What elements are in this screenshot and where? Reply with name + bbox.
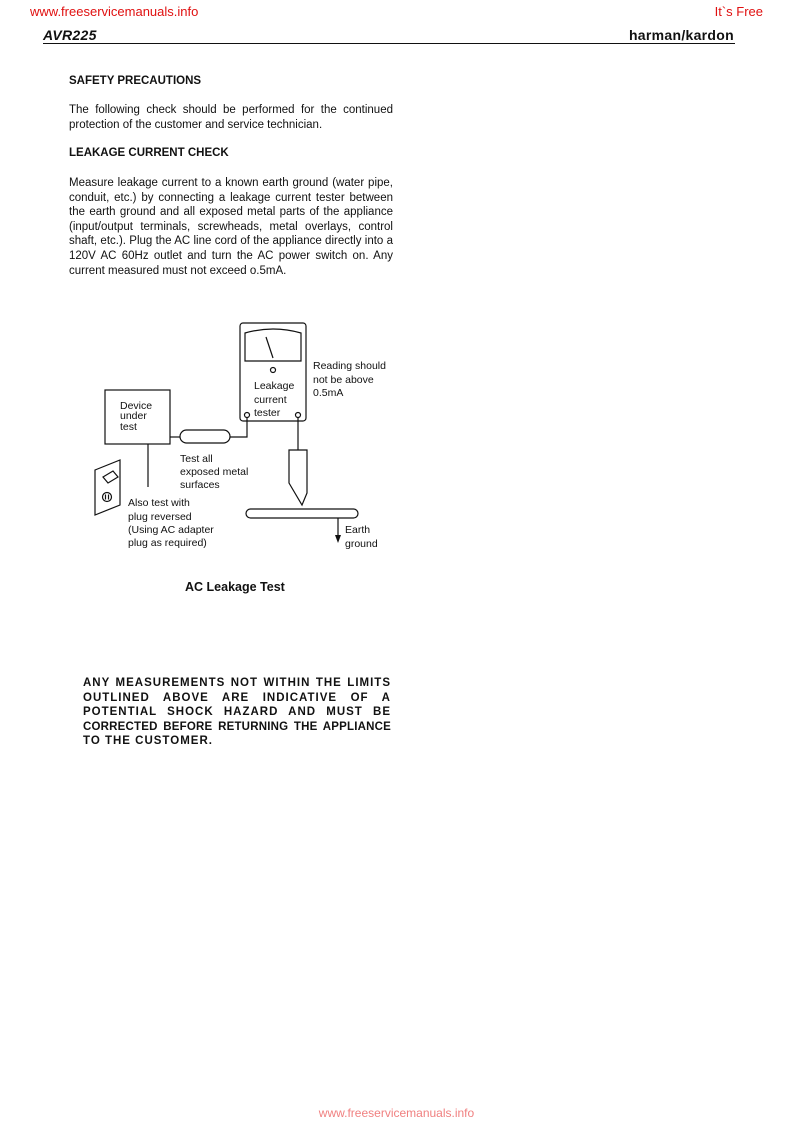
warning-line: ANY MEASUREMENTS NOT WITHIN THE LIMITS: [83, 677, 391, 689]
its-free-label[interactable]: It`s Free: [714, 4, 763, 19]
reading-label: Reading should not be above 0.5mA: [313, 360, 386, 399]
header-divider: [43, 43, 735, 44]
plug-label: Also test with plug reversed (Using AC adapter plug as required): [128, 497, 214, 549]
probe-handle: [180, 430, 230, 443]
earth-label: Earth ground: [345, 524, 378, 550]
earth-arrow: [335, 535, 341, 543]
footer-site-link[interactable]: www.freeservicemanuals.info: [318, 1106, 475, 1120]
tester-label: Leakage current tester: [254, 380, 295, 419]
leakage-title: LEAKAGE CURRENT CHECK: [69, 147, 229, 159]
meter-knob: [271, 368, 276, 373]
tester-terminal-right: [296, 413, 301, 418]
ac-leakage-diagram: [80, 315, 410, 560]
warning-line: TO THE CUSTOMER.: [83, 735, 213, 748]
model-name: AVR225: [43, 27, 97, 43]
device-label: Device under test: [120, 400, 153, 433]
ground-bar: [246, 509, 358, 518]
site-link[interactable]: www.freeservicemanuals.info: [30, 4, 199, 19]
safety-intro: The following check should be performed for the continued protection of the customer and service technician.: [69, 104, 393, 131]
meter-needle: [266, 337, 273, 358]
leakage-body: Measure leakage current to a known earth ground (water pipe, conduit, etc.) by connecting a leakage current tester between the earth ground and all exposed metal parts of the appliance (input/output terminals, screwheads, metal overlays, control shaft, etc.). Plug the AC line cord of the appliance directly into a 120V AC 60Hz outlet and turn the AC power switch on. Any current measured must not exceed o.5mA.: [69, 177, 393, 277]
brand-name: harman/kardon: [628, 27, 734, 43]
tester-terminal-left: [245, 413, 250, 418]
warning-line: CORRECTED BEFORE RETURNING THE APPLIANCE: [83, 720, 391, 733]
warning-line: OUTLINED ABOVE ARE INDICATIVE OF A: [83, 691, 391, 704]
wall-outlet: [95, 460, 120, 515]
warning-line: POTENTIAL SHOCK HAZARD AND MUST BE: [83, 706, 391, 719]
test-all-label: Test all exposed metal surfaces: [180, 453, 249, 491]
diagram-caption: AC Leakage Test: [185, 580, 285, 594]
ground-clip: [289, 450, 307, 505]
safety-title: SAFETY PRECAUTIONS: [69, 75, 202, 87]
warning-block: [83, 676, 391, 749]
